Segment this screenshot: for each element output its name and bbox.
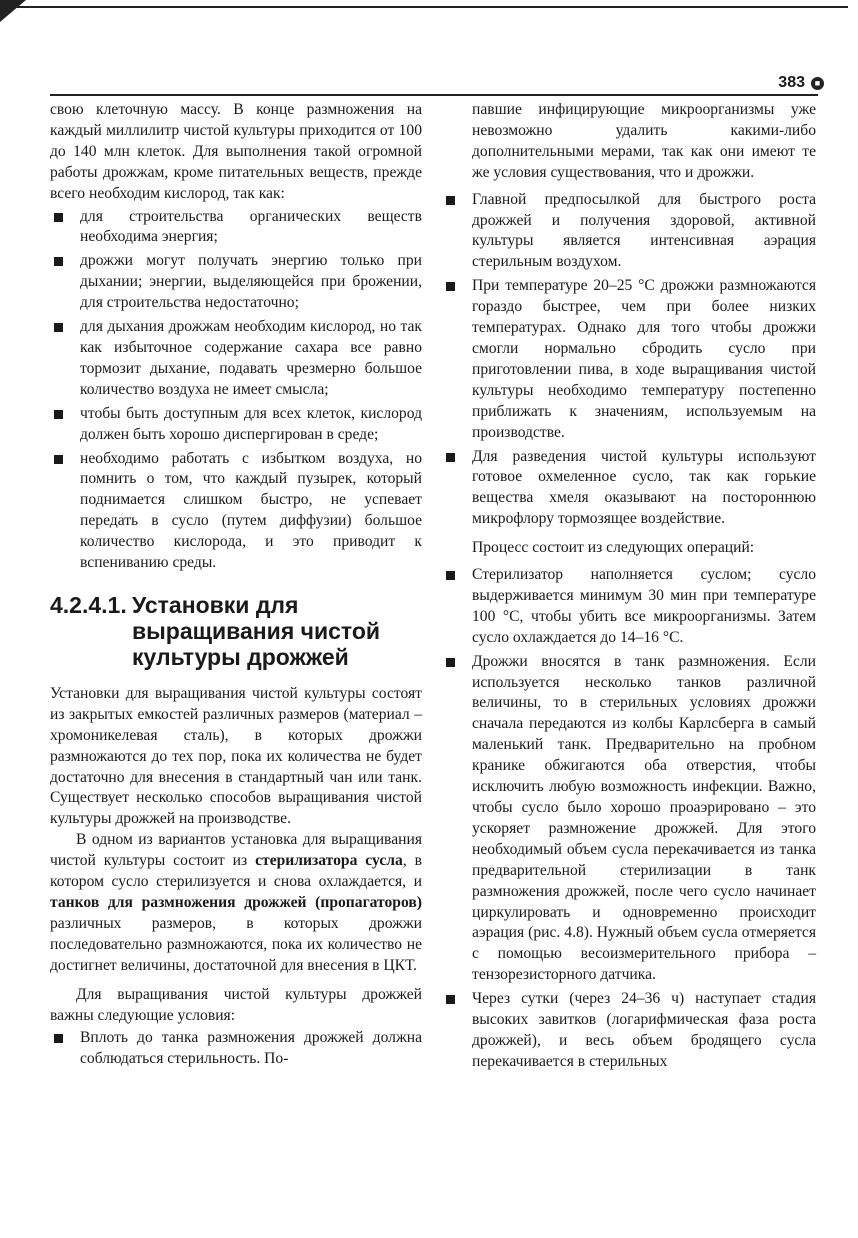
conditions-list-continued: [442, 190, 816, 531]
section-heading: [50, 592, 422, 670]
text-run: В одном из вариантов установка для выращивания чистой культуры состоит из: [50, 831, 422, 870]
section-title: Установки для выращивания чистой культуры дрожжей: [132, 591, 381, 670]
list-item: Вплоть до танка размножения дрожжей должна соблюдаться стерильность. По-: [50, 1028, 422, 1070]
right-column: [442, 100, 816, 1077]
chapter-marker-icon: ■: [811, 77, 824, 90]
left-column: [50, 100, 422, 1074]
process-steps-list: [442, 565, 816, 1073]
page-folio: [778, 74, 824, 92]
text-run: различных размеров, в которых дрожжи последовательно размножаются, пока их количество не достигнет величины, достаточной для внесения в ЦКТ.: [50, 914, 422, 974]
list-item: При температуре 20–25 °С дрожжи размножаются гораздо быстрее, чем при более низких температурах. Однако для того чтобы дрожжи смогли нормально сбродить сусло при приготовлении пива, в ходе выращивания чистой культуры необходимо температуру постепенно приближать к значениям, используемым на производстве.: [442, 276, 816, 443]
corner-mark: [0, 0, 26, 22]
oxygen-reasons-list: [50, 207, 422, 574]
term-propagators: танков для размножения дрожжей (пропагаторов): [50, 894, 422, 911]
list-item: Главной предпосылкой для быстрого роста дрожжей и получения здоровой, активной культуры является интенсивная аэрация стерильным воздухом.: [442, 190, 816, 274]
conditions-list: [50, 1028, 422, 1070]
list-item: Стерилизатор наполняется суслом; сусло выдерживается минимум 30 мин при температуре 100 °С, чтобы убить все микроорганизмы. Затем сусло охлаждается до 14–16 °С.: [442, 565, 816, 649]
page-number: 383: [778, 74, 805, 91]
list-item: необходимо работать с избытком воздуха, но помнить о том, что каждый пузырек, который поднимается слишком быстро, не успевает передать в сусло (путем диффузии) большое количество кислорода, и это приводит к вспениванию среды.: [50, 449, 422, 574]
left-intro-paragraph: свою клеточную массу. В конце размножения на каждый миллилитр чистой культуры приходится от 100 до 140 млн клеток. Для выполнения такой огромной работы дрожжам, кроме питательных веществ, прежде всего необходим кислород, так как:: [50, 101, 422, 202]
list-item: для дыхания дрожжам необходим кислород, но так как избыточное содержание сахара все равно тормозит дыхание, подавать чрезмерно большое количество воздуха не имеет смысла;: [50, 317, 422, 401]
section-number: 4.2.4.1.: [50, 591, 127, 618]
header-rule: [50, 94, 818, 96]
list-item: Дрожжи вносятся в танк размножения. Если используется несколько танков различной величины, то в стерильных условиях дрожжи сначала передаются из колбы Карлсберга в самый маленький танк. Предварительно на пробном кранике обжигаются оба отверстия, чтобы исключить любую возможность инфекции. Важно, чтобы сусло было хорошо проаэрировано – это ускоряет размножение дрожжей. Для этого необходимый объем сусла перекачивается из танка предварительной стерилизации в танк размножения дрожжей, после чего сусло начинает циркулировать и одновременно происходит аэрация (рис. 4.8). Нужный объем сусла отмеряется с помощью весоизмерительного прибора – тензорезисторного датчика.: [442, 652, 816, 987]
process-intro: Процесс состоит из следующих операций:: [472, 539, 755, 557]
list-item: Для разведения чистой культуры используют готовое охмеленное сусло, так как горькие вещества хмеля оказывают на постороннюю микрофлору тормозящее воздействие.: [442, 447, 816, 531]
text-run: , в котором сусло стерилизуется и снова охлаждается, и: [50, 852, 422, 891]
installations-paragraph: Установки для выращивания чистой культуры состоят из закрытых емкостей различных размеров (материал – хромоникелевая сталь), в которых дрожжи размножаются до тех пор, пока их количества не будет достаточно для внесения в стандартный чан или танк. Существует несколько способов выращивания чистой культуры дрожжей на производстве.: [50, 684, 422, 828]
list-item: для строительства органических веществ необходима энергия;: [50, 207, 422, 249]
list-item: Через сутки (через 24–36 ч) наступает стадия высоких завитков (логарифмическая фаза роста дрожжей), и весь объем бродящего сусла перекачивается в стерильных: [442, 989, 816, 1073]
list-item: дрожжи могут получать энергию только при дыхании; энергии, выделяющейся при брожении, для строительства недостаточно;: [50, 251, 422, 314]
variant-paragraph: [50, 830, 422, 976]
top-rule: [0, 6, 848, 8]
continued-paragraph: павшие инфицирующие микроорганизмы уже невозможно удалить какими-либо дополнительными мерами, так как они имеют те же условия существования, что и дрожжи.: [472, 101, 816, 181]
term-sterilizer: стерилизатора сусла: [255, 852, 403, 870]
conditions-paragraph: Для выращивания чистой культуры дрожжей важны следующие условия:: [50, 985, 422, 1024]
list-item: чтобы быть доступным для всех клеток, кислород должен быть хорошо диспергирован в среде;: [50, 404, 422, 446]
